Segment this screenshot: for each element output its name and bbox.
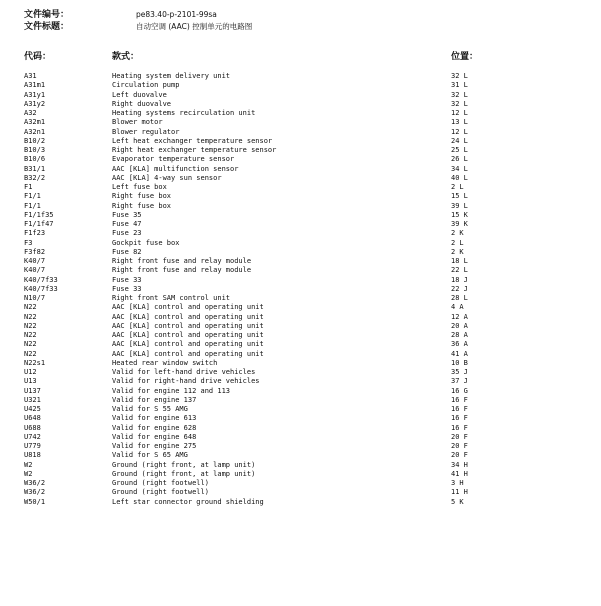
column-header-position: 位置：: [451, 52, 479, 62]
row-position: 16 F: [451, 414, 468, 423]
row-code: F1: [24, 183, 33, 191]
row-position: 36 A: [451, 340, 468, 349]
row-code: A31m1: [24, 81, 46, 90]
row-description: AAC [KLA] multifunction sensor: [112, 164, 239, 173]
row-position: 28 L: [451, 294, 468, 302]
table-row: [0, 405, 601, 414]
row-code: U818: [24, 451, 41, 460]
row-description: Ground (right footwell): [112, 488, 209, 497]
row-code: U137: [24, 386, 41, 395]
row-position: 2 K: [451, 247, 464, 256]
row-code: K40/7: [24, 266, 46, 275]
table-row: [0, 470, 601, 479]
row-description: Valid for engine 112 and 113: [112, 386, 231, 395]
row-description: Valid for engine 137: [112, 395, 197, 404]
table-row: [0, 479, 601, 488]
row-description: Valid for engine 628: [112, 423, 197, 432]
table-row: [0, 303, 601, 312]
row-position: 22 L: [451, 266, 468, 275]
row-position: 2 L: [451, 238, 464, 247]
table-row: [0, 377, 601, 386]
row-description: AAC [KLA] 4-way sun sensor: [112, 173, 222, 182]
row-position: 16 F: [451, 423, 468, 432]
row-code: N22: [24, 303, 37, 312]
row-code: W50/1: [24, 497, 46, 506]
row-position: 11 H: [451, 488, 468, 497]
row-code: U13: [24, 377, 37, 386]
table-row: [0, 229, 601, 238]
table-row: [0, 118, 601, 127]
table-row: [0, 340, 601, 349]
table-row: [0, 331, 601, 340]
row-position: 20 A: [451, 321, 468, 330]
row-description: Right duovalve: [112, 99, 172, 108]
row-position: 35 J: [451, 368, 468, 376]
row-description: Right fuse box: [112, 201, 172, 210]
row-position: 34 L: [451, 164, 468, 173]
row-description: Gockpit fuse box: [112, 238, 180, 247]
doc-number-value: pe83.40-p-2101-99sa: [136, 10, 217, 19]
row-description: Left fuse box: [112, 183, 167, 191]
row-position: 41 H: [451, 469, 468, 478]
row-description: Right heat exchanger temperature sensor: [112, 146, 277, 154]
row-position: 40 L: [451, 173, 468, 182]
row-code: N22: [24, 312, 37, 321]
row-code: U425: [24, 405, 41, 413]
column-header-description: 款式：: [112, 52, 140, 62]
table-row: [0, 81, 601, 90]
row-code: F3: [24, 238, 33, 247]
row-description: Heating systems recirculation unit: [112, 109, 256, 117]
row-description: Fuse 35: [112, 210, 142, 219]
row-description: Fuse 47: [112, 220, 142, 228]
table-row: [0, 91, 601, 100]
row-position: 12 L: [451, 127, 468, 136]
row-code: W36/2: [24, 488, 46, 497]
row-description: AAC [KLA] control and operating unit: [112, 303, 264, 312]
row-description: Blower motor: [112, 118, 163, 127]
row-code: N10/7: [24, 294, 46, 302]
row-code: N22s1: [24, 358, 46, 367]
table-row: [0, 285, 601, 294]
table-row: [0, 266, 601, 275]
row-code: K40/7f33: [24, 284, 58, 293]
table-row: [0, 220, 601, 229]
table-row: [0, 313, 601, 322]
row-description: Right fuse box: [112, 192, 172, 201]
row-description: Valid for S 65 AMG: [112, 451, 188, 460]
doc-title-value: 自动空调 (AAC) 控制单元的电路图: [136, 22, 253, 31]
row-description: Heating system delivery unit: [112, 72, 231, 80]
row-position: 26 L: [451, 155, 468, 164]
row-description: Valid for right-hand drive vehicles: [112, 377, 260, 386]
row-position: 15 K: [451, 210, 468, 219]
page-cutoff: [0, 600, 601, 606]
row-description: Fuse 33: [112, 275, 142, 284]
table-row: [0, 424, 601, 433]
row-code: K40/7: [24, 257, 46, 265]
row-code: F1/1: [24, 201, 41, 210]
row-code: F1/1f35: [24, 210, 54, 219]
row-position: 39 K: [451, 220, 468, 228]
table-row: [0, 174, 601, 183]
row-code: U688: [24, 423, 41, 432]
table-row: [0, 387, 601, 396]
row-code: N22: [24, 349, 37, 358]
table-row: [0, 368, 601, 377]
row-position: 20 F: [451, 432, 468, 441]
row-description: AAC [KLA] control and operating unit: [112, 331, 264, 339]
row-code: B10/6: [24, 155, 46, 164]
row-position: 16 F: [451, 395, 468, 404]
table-row: [0, 100, 601, 109]
row-position: 32 L: [451, 99, 468, 108]
row-description: Right front fuse and relay module: [112, 266, 252, 275]
row-code: F1/1f47: [24, 220, 54, 228]
row-description: Fuse 82: [112, 247, 142, 256]
table-row: [0, 322, 601, 331]
row-description: Ground (right footwell): [112, 479, 209, 487]
row-code: A32m1: [24, 118, 46, 127]
row-position: 16 F: [451, 405, 468, 413]
row-position: 13 L: [451, 118, 468, 127]
table-row: [0, 461, 601, 470]
row-code: U12: [24, 368, 37, 376]
table-row: [0, 165, 601, 174]
row-description: Fuse 33: [112, 284, 142, 293]
row-position: 18 L: [451, 257, 468, 265]
row-position: 2 K: [451, 229, 464, 238]
row-position: 24 L: [451, 136, 468, 145]
row-description: Left duovalve: [112, 90, 167, 99]
row-code: U742: [24, 432, 41, 441]
row-description: Right front SAM control unit: [112, 294, 231, 302]
row-position: 31 L: [451, 81, 468, 90]
table-row: [0, 488, 601, 497]
row-code: F3f82: [24, 247, 46, 256]
row-position: 18 J: [451, 275, 468, 284]
doc-title-label: 文件标题：: [24, 22, 70, 32]
row-position: 12 L: [451, 109, 468, 117]
table-row: [0, 396, 601, 405]
row-description: AAC [KLA] control and operating unit: [112, 321, 264, 330]
row-description: Circulation pump: [112, 81, 180, 90]
row-position: 12 A: [451, 312, 468, 321]
table-row: [0, 137, 601, 146]
row-description: Valid for engine 648: [112, 432, 197, 441]
row-code: W36/2: [24, 479, 46, 487]
row-description: Ground (right front, at lamp unit): [112, 469, 256, 478]
table-row: [0, 433, 601, 442]
row-code: N22: [24, 331, 37, 339]
row-description: Valid for left-hand drive vehicles: [112, 368, 256, 376]
row-code: U648: [24, 414, 41, 423]
row-description: Ground (right front, at lamp unit): [112, 460, 256, 469]
row-code: F1/1: [24, 192, 41, 201]
table-row: [0, 442, 601, 451]
row-position: 10 B: [451, 358, 468, 367]
table-row: [0, 202, 601, 211]
table-row: [0, 155, 601, 164]
row-code: B31/1: [24, 164, 46, 173]
row-position: 39 L: [451, 201, 468, 210]
row-position: 25 L: [451, 146, 468, 154]
table-row: [0, 498, 601, 507]
component-table: [0, 72, 601, 507]
row-code: A31y1: [24, 90, 46, 99]
row-code: B32/2: [24, 173, 46, 182]
table-row: [0, 239, 601, 248]
row-code: W2: [24, 469, 33, 478]
row-position: 28 A: [451, 331, 468, 339]
row-code: A31: [24, 72, 37, 80]
row-description: AAC [KLA] control and operating unit: [112, 340, 264, 349]
row-position: 3 H: [451, 479, 464, 487]
row-position: 5 K: [451, 497, 464, 506]
table-row: [0, 183, 601, 192]
row-description: Valid for engine 613: [112, 414, 197, 423]
row-description: Evaporator temperature sensor: [112, 155, 235, 164]
table-row: [0, 128, 601, 137]
table-row: [0, 257, 601, 266]
row-position: 2 L: [451, 183, 464, 191]
table-row: [0, 146, 601, 155]
row-code: U779: [24, 442, 41, 450]
row-description: Fuse 23: [112, 229, 142, 238]
row-description: Right front fuse and relay module: [112, 257, 252, 265]
row-position: 20 F: [451, 442, 468, 450]
row-code: F1f23: [24, 229, 46, 238]
row-code: U321: [24, 395, 41, 404]
table-row: [0, 451, 601, 460]
row-position: 32 L: [451, 90, 468, 99]
row-code: A32: [24, 109, 37, 117]
table-row: [0, 211, 601, 220]
row-position: 32 L: [451, 72, 468, 80]
row-position: 37 J: [451, 377, 468, 386]
table-row: [0, 294, 601, 303]
row-description: Left heat exchanger temperature sensor: [112, 136, 273, 145]
row-description: AAC [KLA] control and operating unit: [112, 349, 264, 358]
table-row: [0, 248, 601, 257]
row-position: 15 L: [451, 192, 468, 201]
row-description: Blower regulator: [112, 127, 180, 136]
row-code: A32n1: [24, 127, 46, 136]
column-header-code: 代码：: [24, 52, 52, 62]
table-row: [0, 72, 601, 81]
row-code: B10/3: [24, 146, 46, 154]
doc-number-label: 文件编号：: [24, 10, 70, 20]
row-description: AAC [KLA] control and operating unit: [112, 312, 264, 321]
row-description: Valid for engine 275: [112, 442, 197, 450]
row-position: 16 G: [451, 386, 468, 395]
row-code: N22: [24, 340, 37, 349]
row-code: W2: [24, 460, 33, 469]
row-code: K40/7f33: [24, 275, 58, 284]
table-row: [0, 350, 601, 359]
table-row: [0, 414, 601, 423]
row-code: B10/2: [24, 136, 46, 145]
row-code: A31y2: [24, 99, 46, 108]
table-row: [0, 109, 601, 118]
table-row: [0, 276, 601, 285]
table-row: [0, 359, 601, 368]
table-row: [0, 192, 601, 201]
row-position: 4 A: [451, 303, 464, 312]
row-position: 41 A: [451, 349, 468, 358]
row-code: N22: [24, 321, 37, 330]
row-position: 22 J: [451, 284, 468, 293]
row-description: Left star connector ground shielding: [112, 497, 264, 506]
row-position: 20 F: [451, 451, 468, 460]
row-description: Valid for S 55 AMG: [112, 405, 188, 413]
row-description: Heated rear window switch: [112, 358, 218, 367]
row-position: 34 H: [451, 460, 468, 469]
